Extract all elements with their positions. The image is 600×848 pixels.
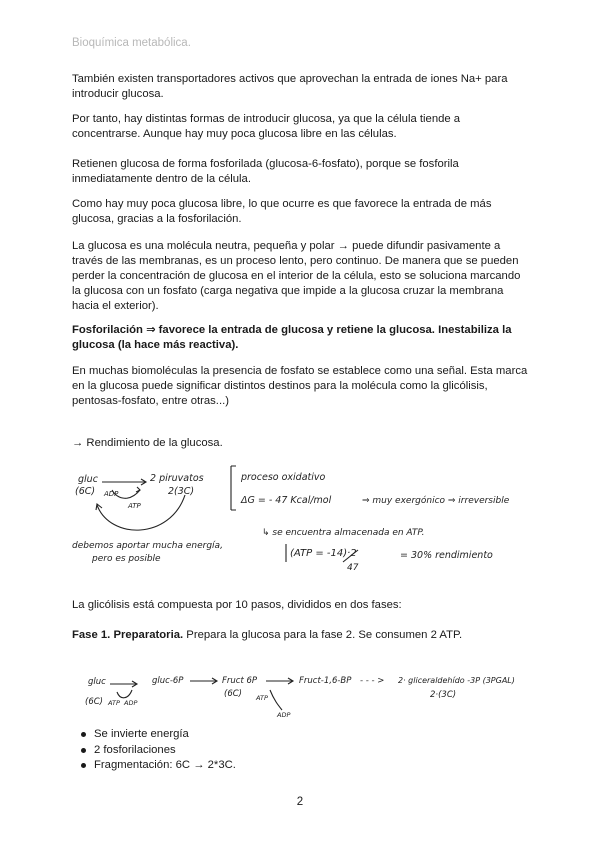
sketch2-3c: 2·(3C) <box>430 690 457 700</box>
sketch2-adp1: ADP <box>124 699 138 707</box>
sketch1-aporte-line2: pero es posible <box>92 554 161 564</box>
paragraph-glicolisis-pasos: La glicólisis está compuesta por 10 pasos, divididos en dos fases: <box>72 599 402 611</box>
list-item: Se invierte energía <box>72 727 472 743</box>
sketch1-6c: (6C) <box>75 486 96 497</box>
paragraph-poca-glucosa: Como hay muy poca glucosa libre, lo que ocurre es que favorece la entrada de más glucosa, gracias a la fosforilación. <box>72 198 492 225</box>
page-number: 2 <box>296 796 304 808</box>
sketch2-6c-b: (6C) <box>224 689 242 699</box>
paragraph-molecula-neutra: La glucosa es una molécula neutra, pequeña y polar → puede difundir pasivamente a través de las membranas, es un proceso lento, pero continuo. De manera que se pueden perder la concentración de glucosa en el interior de la célula, esto se soluciona marcando la glucosa con un fosfato (carga negativa que impide a la glucosa cruzar la membrana hacia el exterior). <box>72 240 521 312</box>
sketch1-adp: ADP <box>104 490 119 498</box>
page-header: Bioquímica metabólica. <box>72 37 191 49</box>
bullet-list <box>72 727 472 774</box>
sketch1-piruvatos: 2 piruvatos <box>150 473 204 484</box>
sketch1-rendimiento: = 30% rendimiento <box>400 550 493 561</box>
sketch1-3c: 2(3C) <box>168 486 195 497</box>
section-heading-rendimiento: → Rendimiento de la glucosa. <box>72 437 223 449</box>
sketch1-exergonico: ⇒ muy exergónico ⇒ irreversible <box>362 496 510 506</box>
sketch2-fruct16bp: Fruct-1,6-BP <box>299 676 352 686</box>
sketch1-aporte-line1: debemos aportar mucha energía, <box>72 541 223 551</box>
sketch2-dashes: - - - > <box>360 676 385 686</box>
phase1-title: Fase 1. Preparatoria. <box>72 629 184 641</box>
sketch2-adp2: ADP <box>277 711 291 719</box>
sketch1-proceso: proceso oxidativo <box>241 472 326 483</box>
sketch2-gluc: gluc <box>88 677 106 687</box>
sketch1-atp-calc: (ATP = -14)·2 <box>290 548 357 559</box>
sketch2-atp2: ATP <box>256 694 268 702</box>
list-item: Fragmentación: 6C → 2*3C. <box>72 758 472 774</box>
paragraph-formas-glucosa: Por tanto, hay distintas formas de introducir glucosa, ya que la célula tiende a concentrarse. Aunque hay muy poca glucosa libre en las células. <box>72 113 461 140</box>
sketch1-atp: ATP <box>128 502 141 510</box>
paragraph-biomoleculas: En muchas biomoléculas la presencia de fosfato se establece como una señal. Esta marca en la glucosa puede significar distintos destinos para la molécula como la glicólisis, pentosas-fosfato, entre otras...) <box>72 365 528 407</box>
paragraph-fosforilacion: Fosforilación ⇒ favorece la entrada de glucosa y retiene la glucosa. Inestabiliza la glucosa (la hace más reactiva). <box>72 324 512 351</box>
sketch1-gluc: gluc <box>78 474 98 485</box>
list-item: 2 fosforilaciones <box>72 743 472 759</box>
sketch2-6c-a: (6C) <box>85 697 103 707</box>
sketch2-fruct6p: Fruct 6P <box>222 676 258 686</box>
sketch2-gliceraldehido: 2· gliceraldehído -3P (3PGAL) <box>398 676 515 685</box>
sketch1-deltag: ΔG = - 47 Kcal/mol <box>241 495 332 506</box>
sketch2-gluc6p: gluc-6P <box>152 676 184 686</box>
phase1-text: Prepara la glucosa para la fase 2. Se consumen 2 ATP. <box>183 629 463 641</box>
sketch1-almacenada: ↳ se encuentra almacenada en ATP. <box>262 528 425 538</box>
sketch1-atp-div: 47 <box>347 563 359 573</box>
paragraph-retienen: Retienen glucosa de forma fosforilada (glucosa-6-fosfato), porque se fosforila inmediatamente dentro de la célula. <box>72 158 459 185</box>
paragraph-transportadores: También existen transportadores activos que aprovechan la entrada de iones Na+ para introducir glucosa. <box>72 73 508 100</box>
sketch2-atp1: ATP <box>108 699 120 707</box>
